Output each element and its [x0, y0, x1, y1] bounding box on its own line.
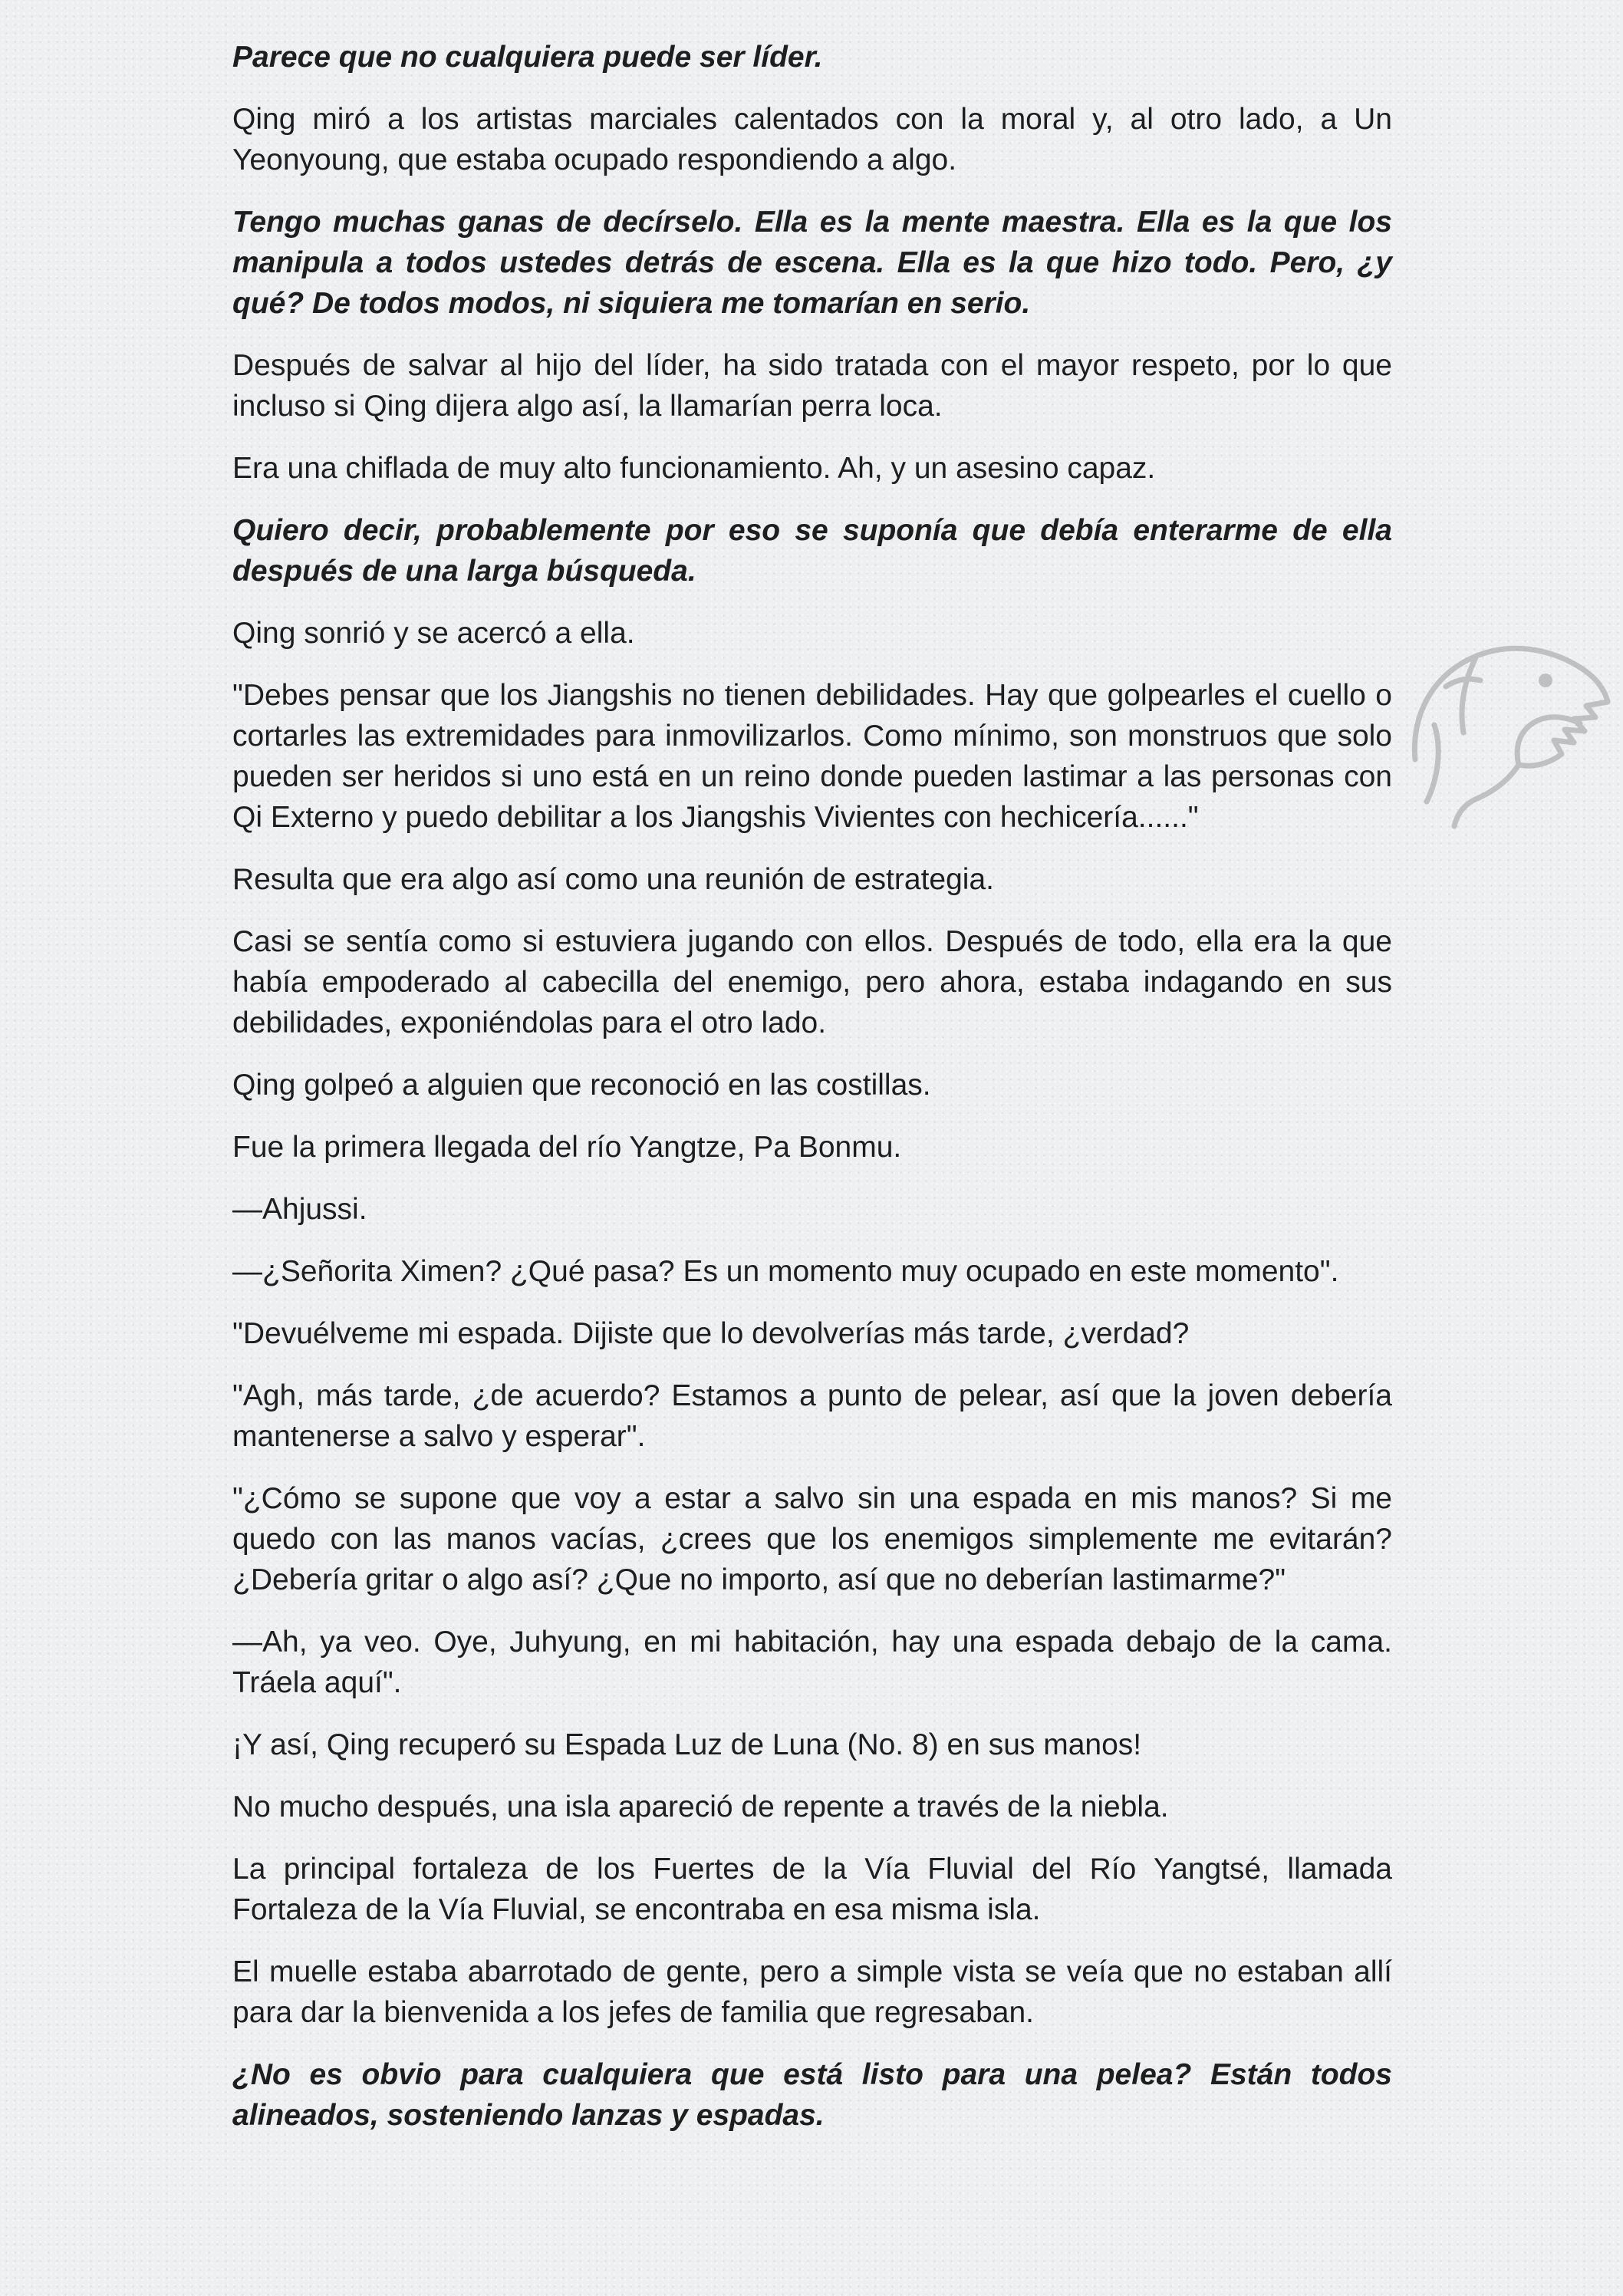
paragraph: —Ah, ya veo. Oye, Juhyung, en mi habitación, hay una espada debajo de la cama. Tráela aquí". — [232, 1626, 1392, 1699]
paragraph: Qing miró a los artistas marciales calentados con la moral y, al otro lado, a Un Yeonyoung, que estaba ocupado respondiendo a algo. — [232, 103, 1392, 176]
paragraph: Fue la primera llegada del río Yangtze, Pa Bonmu. — [232, 1131, 902, 1164]
thought-paragraph: Parece que no cualquiera puede ser líder. — [232, 41, 823, 74]
paragraph: "Devuélveme mi espada. Dijiste que lo devolverías más tarde, ¿verdad? — [232, 1317, 1190, 1350]
thought-paragraph: Quiero decir, probablemente por eso se suponía que debía enterarme de ella después de una larga búsqueda. — [232, 514, 1392, 588]
thought-paragraph: ¿No es obvio para cualquiera que está listo para una pelea? Están todos alineados, sosteniendo lanzas y espadas. — [232, 2058, 1392, 2132]
paragraph: Qing golpeó a alguien que reconoció en las costillas. — [232, 1069, 931, 1102]
body-text — [232, 37, 1392, 2157]
paragraph: "Debes pensar que los Jiangshis no tienen debilidades. Hay que golpearles el cuello o cortarles las extremidades para inmovilizarlos. Como mínimo, son monstruos que solo pueden ser heridos si uno está en un reino donde pueden lastimar a las personas con Qi Externo y puedo debilitar a los Jiangshis Vivientes con hechicería......" — [232, 679, 1392, 834]
paragraph: "Agh, más tarde, ¿de acuerdo? Estamos a punto de pelear, así que la joven debería mantenerse a salvo y esperar". — [232, 1379, 1392, 1453]
paragraph: —Ahjussi. — [232, 1193, 367, 1226]
paragraph: El muelle estaba abarrotado de gente, pero a simple vista se veía que no estaban allí para dar la bienvenida a los jefes de familia que regresaban. — [232, 1955, 1392, 2029]
paragraph: Qing sonrió y se acercó a ella. — [232, 617, 635, 650]
thought-paragraph: Tengo muchas ganas de decírselo. Ella es la mente maestra. Ella es la que los manipula a todos ustedes detrás de escena. Ella es la que hizo todo. Pero, ¿y qué? De todos modos, ni siquiera me tomarían en serio. — [232, 206, 1392, 320]
paragraph: Resulta que era algo así como una reunión de estrategia. — [232, 863, 994, 896]
paragraph: "¿Cómo se supone que voy a estar a salvo sin una espada en mis manos? Si me quedo con las manos vacías, ¿crees que los enemigos simplemente me evitarán? ¿Debería gritar o algo así? ¿Que no importo, así que no deberían lastimarme?" — [232, 1482, 1392, 1596]
paragraph: No mucho después, una isla apareció de repente a través de la niebla. — [232, 1790, 1169, 1823]
paragraph: Casi se sentía como si estuviera jugando con ellos. Después de todo, ella era la que había empoderado al cabecilla del enemigo, pero ahora, estaba indagando en sus debilidades, exponiéndolas para el otro lado. — [232, 925, 1392, 1039]
dinosaur-head-icon — [1404, 633, 1611, 832]
paragraph: —¿Señorita Ximen? ¿Qué pasa? Es un momento muy ocupado en este momento". — [232, 1255, 1339, 1288]
paragraph: Era una chiflada de muy alto funcionamiento. Ah, y un asesino capaz. — [232, 452, 1156, 485]
paragraph: La principal fortaleza de los Fuertes de la Vía Fluvial del Río Yangtsé, llamada Fortaleza de la Vía Fluvial, se encontraba en esa misma isla. — [232, 1853, 1392, 1926]
paragraph: Después de salvar al hijo del líder, ha sido tratada con el mayor respeto, por lo que incluso si Qing dijera algo así, la llamarían perra loca. — [232, 349, 1392, 423]
paragraph: ¡Y así, Qing recuperó su Espada Luz de Luna (No. 8) en sus manos! — [232, 1728, 1142, 1761]
